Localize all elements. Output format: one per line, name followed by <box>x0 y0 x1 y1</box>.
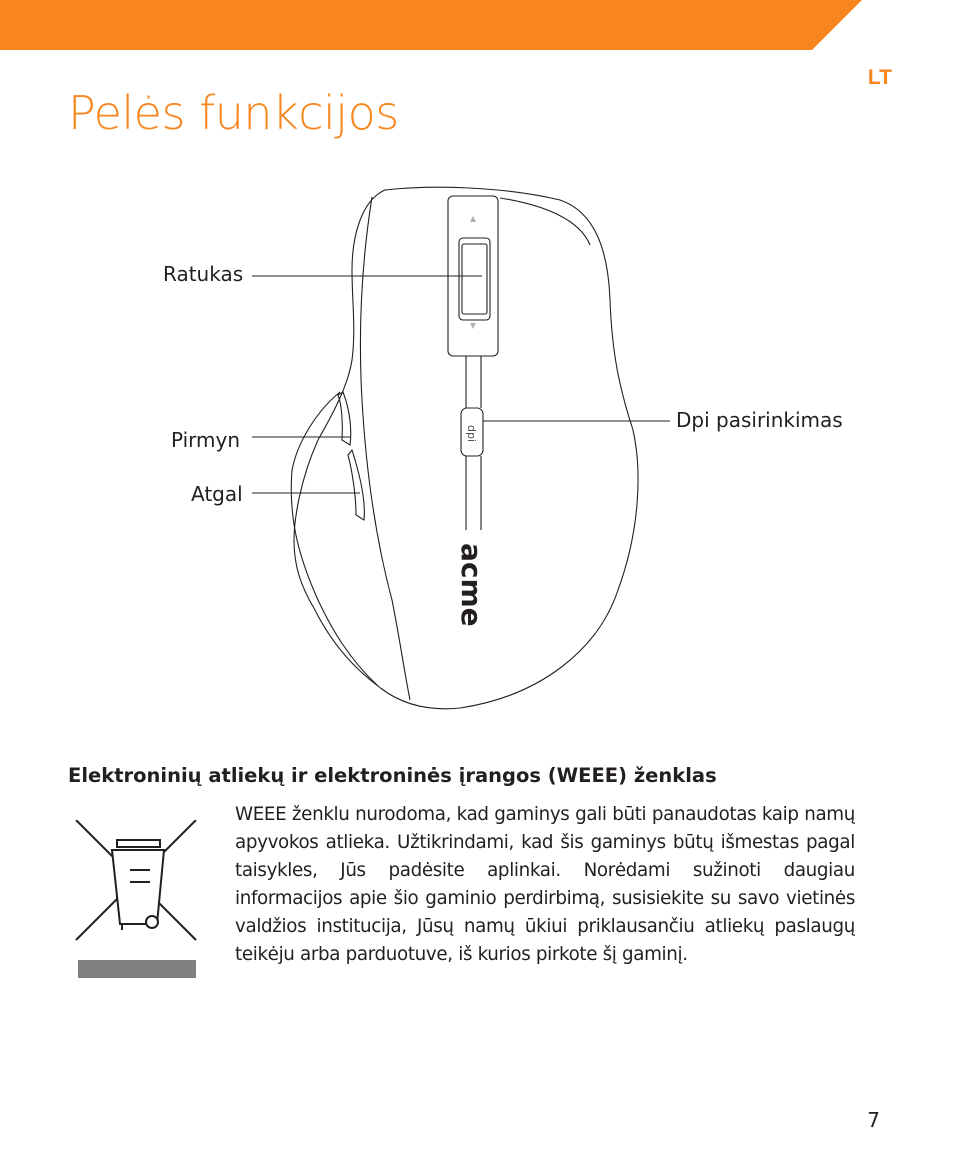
scroll-wheel <box>459 238 490 320</box>
weee-bin-icon <box>72 820 202 982</box>
right-button-seam <box>500 198 590 245</box>
page-title: Pelės funkcijos <box>68 86 399 140</box>
weee-body-text: WEEE ženklu nurodoma, kad gaminys gali būti panaudotas kaip namų apyvokos atlieka. Užtikrindami, kad šis gaminys būtų išmestas pagal taisykles, Jūs padėsite aplinkai. Norėdami sužinoti daugiau informacijos apie šio gaminio perdirbimą, susisiekite su savo vietinės valdžios institucija, Jūsų namų ūkiui priklausančiu atliekų paslaugų teikėju arba parduotuve, iš kurios pirkote šį gaminį. <box>235 804 855 966</box>
center-seam <box>466 356 481 530</box>
language-code: LT <box>867 66 892 89</box>
left-button-seam <box>360 197 410 700</box>
mouse-body-outline <box>294 187 638 709</box>
callout-forward: Pirmyn <box>171 428 241 452</box>
dpi-button-label: dpi <box>465 425 478 443</box>
callout-dpi: Dpi pasirinkimas <box>676 408 843 432</box>
mouse-illustration <box>0 180 954 720</box>
callout-wheel: Ratukas <box>163 262 244 286</box>
brand-logo: acme <box>455 543 488 627</box>
back-button-shape <box>348 450 364 520</box>
header-banner <box>0 0 954 50</box>
page-number: 7 <box>867 1108 880 1132</box>
callout-back: Atgal <box>191 482 243 506</box>
weee-heading: Elektroninių atliekų ir elektroninės įrangos (WEEE) ženklas <box>68 764 717 787</box>
